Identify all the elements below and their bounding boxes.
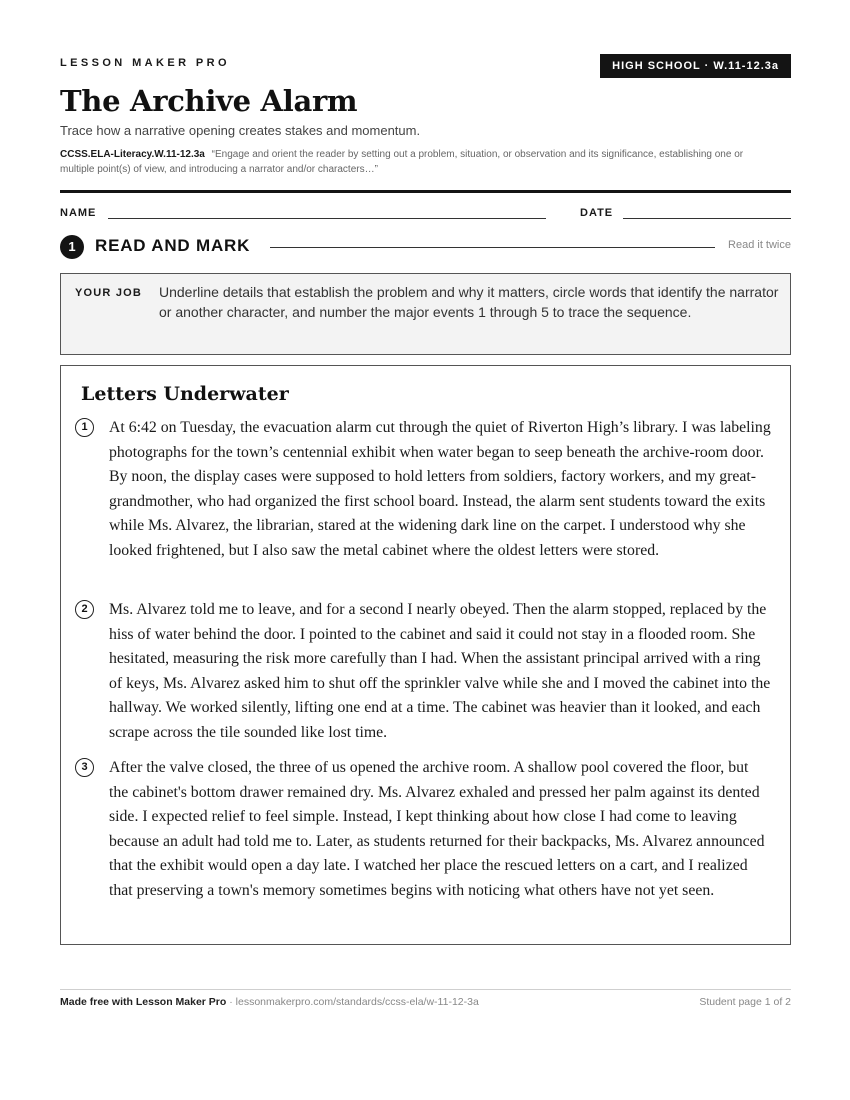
header-divider	[60, 190, 791, 193]
date-field-line[interactable]	[623, 218, 791, 219]
your-job-box	[60, 273, 791, 355]
standard-text: “Engage and orient the reader by setting out a problem, situation, or observation and its significance, establishing one or multiple point(s) of view, and introducing a narrator and/or characters…”	[60, 149, 744, 175]
brand-name: LESSON MAKER PRO	[60, 57, 230, 69]
footer-made-with: Made free with Lesson Maker Pro	[60, 996, 227, 1008]
section-number-badge: 1	[60, 235, 84, 259]
paragraph-text: At 6:42 on Tuesday, the evacuation alarm cut through the quiet of Riverton High’s library. I was labeling photographs for the town’s centennial exhibit when water began to seep beneath the archive-room door. By noon, the display cases were supposed to hold letters from soldiers, factory workers, and my great-grandmother, who had organized the first school board. Instead, the alarm sent students toward the exits while Ms. Alvarez, the librarian, stared at the widening dark line on the carpet. I understood why she looked frightened, but I also saw the metal cabinet where the oldest letters were stored.	[109, 419, 771, 559]
date-label: DATE	[580, 207, 614, 219]
name-field-line[interactable]	[108, 218, 546, 219]
paragraph-number-badge: 2	[75, 600, 94, 619]
section-divider	[270, 247, 715, 248]
standard-description	[60, 147, 780, 177]
grade-badge: HIGH SCHOOL · W.11-12.3a	[600, 54, 791, 78]
standard-code: CCSS.ELA-Literacy.W.11-12.3a	[60, 149, 205, 160]
your-job-text: Underline details that establish the problem and why it matters, circle words that identify the narrator or another character, and number the major events 1 through 5 to trace the sequence.	[159, 284, 779, 320]
name-label: NAME	[60, 207, 97, 219]
name-date-row	[60, 206, 791, 222]
passage-title: Letters Underwater	[81, 383, 289, 405]
section-note: Read it twice	[728, 239, 791, 251]
paragraph-text: Ms. Alvarez told me to leave, and for a second I nearly obeyed. Then the alarm stopped, replaced by the hiss of water behind the door. I pointed to the cabinet and said it could not stay in a flooded room. She hesitated, measuring the risk more carefully than I had. When the assistant principal arrived with a ring of keys, Ms. Alvarez asked him to shut off the sprinkler valve while she and I moved the cabinet into the hallway. We worked silently, lifting one end at a time. The cabinet was heavier than it looked, and each scrape across the tile sounded like lost time.	[109, 601, 771, 741]
worksheet-subtitle: Trace how a narrative opening creates stakes and momentum.	[60, 123, 421, 138]
footer-credit	[60, 996, 479, 1008]
top-bar	[60, 54, 791, 78]
footer-url[interactable]: · lessonmakerpro.com/standards/ccss-ela/w-11-12-3a	[226, 996, 479, 1008]
section-title: READ AND MARK	[95, 236, 251, 255]
worksheet-title: The Archive Alarm	[60, 84, 358, 118]
footer-divider	[60, 989, 791, 990]
footer-page-number: Student page 1 of 2	[699, 996, 791, 1008]
your-job-label: YOUR JOB	[75, 287, 143, 299]
paragraph-number-badge: 1	[75, 418, 94, 437]
paragraph-text: After the valve closed, the three of us opened the archive room. A shallow pool covered the floor, but the cabinet's bottom drawer remained dry. Ms. Alvarez exhaled and pressed her palm against its dented side. I expected relief to feel simple. Instead, I kept thinking about how close I had come to leaving because an adult had told me to. Later, as students returned for their backpacks, Ms. Alvarez announced that the exhibit would open a day late. I watched her place the rescued letters on a cart, and I realized that preserving a town's memory sometimes begins with noticing what others have not yet seen.	[109, 759, 765, 899]
section-header	[60, 234, 791, 260]
paragraph-number-badge: 3	[75, 758, 94, 777]
passage-box	[60, 365, 791, 945]
